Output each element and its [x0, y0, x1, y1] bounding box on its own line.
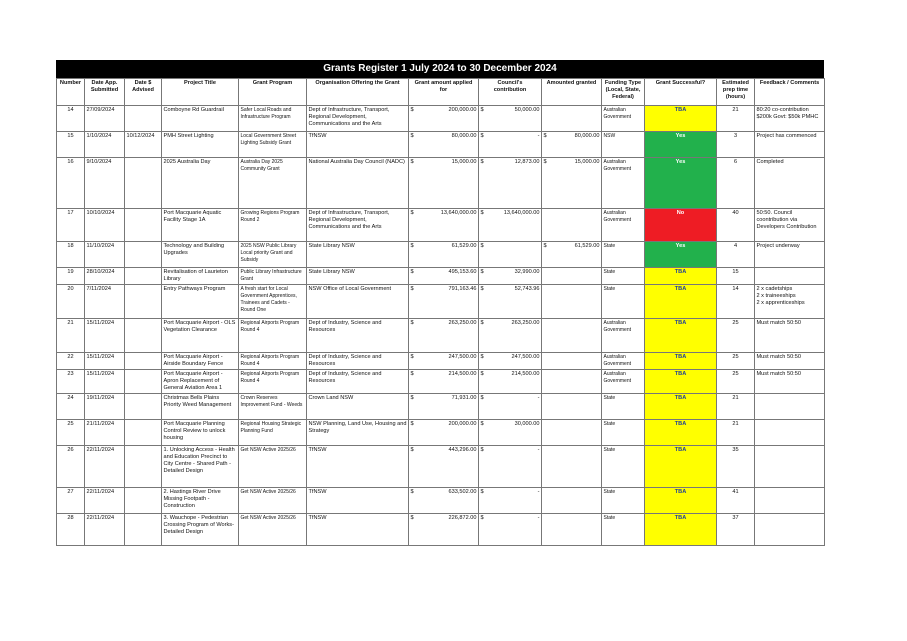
cell-date-submitted: 21/11/2024 [85, 420, 125, 446]
cell-council-contribution: $ 52,743.96 [479, 285, 542, 319]
table-row [57, 514, 825, 546]
cell-amount-granted [542, 394, 602, 420]
cell-organisation: Dept of Industry, Science and Resources [307, 370, 409, 394]
table-row [57, 268, 825, 285]
cell-organisation: National Australia Day Council (NADC) [307, 158, 409, 209]
cell-date-advised [125, 268, 162, 285]
cell-organisation: TfNSW [307, 514, 409, 546]
cell-organisation: NSW Planning, Land Use, Housing and Strategy [307, 420, 409, 446]
cell-feedback: Completed [755, 158, 825, 209]
cell-grant-program: Local Government Street Lighting Subsidy Grant [239, 132, 307, 158]
cell-funding-type: Australian Government [602, 319, 645, 353]
cell-funding-type: State [602, 242, 645, 268]
cell-date-advised [125, 353, 162, 370]
cell-amount-granted [542, 370, 602, 394]
cell-project-title: Comboyne Rd Guardrail [162, 106, 239, 132]
cell-project-title: PMH Street Lighting [162, 132, 239, 158]
cell-organisation: Crown Land NSW [307, 394, 409, 420]
cell-funding-type: State [602, 446, 645, 488]
cell-grant-successful: No [645, 209, 717, 242]
cell-amount-applied: $ 247,500.00 [409, 353, 479, 370]
cell-prep-time: 3 [717, 132, 755, 158]
cell-date-submitted: 9/10/2024 [85, 158, 125, 209]
cell-grant-program: Get NSW Active 2025/26 [239, 446, 307, 488]
cell-amount-granted [542, 446, 602, 488]
cell-grant-successful: TBA [645, 370, 717, 394]
cell-feedback: 80:20 co-contribution $200k Govt: $50k PMHC [755, 106, 825, 132]
cell-organisation: Dept of Infrastructure, Transport, Regional Development, Communications and the Arts [307, 209, 409, 242]
cell-grant-successful: TBA [645, 514, 717, 546]
cell-grant-successful: TBA [645, 488, 717, 514]
cell-grant-program: Get NSW Active 2025/26 [239, 488, 307, 514]
cell-date-advised: 10/12/2024 [125, 132, 162, 158]
cell-prep-time: 6 [717, 158, 755, 209]
grants-table [56, 78, 825, 546]
cell-grant-successful: TBA [645, 394, 717, 420]
cell-feedback [755, 514, 825, 546]
cell-grant-program: Regional Airports Program Round 4 [239, 353, 307, 370]
cell-grant-successful: Yes [645, 158, 717, 209]
cell-grant-program: Australia Day 2025 Community Grant [239, 158, 307, 209]
header-project-title: Project Title [162, 79, 239, 106]
cell-grant-successful: TBA [645, 353, 717, 370]
cell-grant-program: Public Library Infrastructure Grant [239, 268, 307, 285]
cell-feedback [755, 488, 825, 514]
cell-feedback [755, 420, 825, 446]
cell-amount-granted [542, 319, 602, 353]
header-grant-program: Grant Program [239, 79, 307, 106]
cell-project-title: Entry Pathways Program [162, 285, 239, 319]
cell-date-submitted: 27/09/2024 [85, 106, 125, 132]
cell-date-submitted: 15/11/2024 [85, 319, 125, 353]
cell-project-title: Port Macquarie Aquatic Facility Stage 1A [162, 209, 239, 242]
cell-project-title: Port Macquarie Airport - OLS Vegetation Clearance [162, 319, 239, 353]
cell-amount-applied: $ 443,296.00 [409, 446, 479, 488]
cell-grant-successful: TBA [645, 106, 717, 132]
table-row [57, 158, 825, 209]
grants-register-sheet [56, 60, 824, 546]
cell-project-title: Port Macquarie Airport - Apron Replacement of General Aviation Area 1 [162, 370, 239, 394]
cell-grant-successful: TBA [645, 285, 717, 319]
cell-grant-program: Growing Regions Program Round 2 [239, 209, 307, 242]
cell-amount-granted: $ 61,529.00 [542, 242, 602, 268]
header-amount-applied: Grant amount applied for [409, 79, 479, 106]
cell-council-contribution: $ 32,990.00 [479, 268, 542, 285]
cell-amount-applied: $ 226,872.00 [409, 514, 479, 546]
header-date-advised: Date $ Advised [125, 79, 162, 106]
cell-council-contribution: $ - [479, 446, 542, 488]
cell-project-title: 1. Unlocking Access - Health and Education Precinct to City Centre - Shared Path - Detailed Design [162, 446, 239, 488]
cell-project-title: Technology and Building Upgrades [162, 242, 239, 268]
table-row [57, 394, 825, 420]
header-amount-granted: Amounted granted [542, 79, 602, 106]
cell-date-submitted: 19/11/2024 [85, 394, 125, 420]
cell-grant-successful: Yes [645, 132, 717, 158]
cell-council-contribution: $ 12,873.00 [479, 158, 542, 209]
cell-amount-granted: $ 80,000.00 [542, 132, 602, 158]
cell-grant-successful: TBA [645, 319, 717, 353]
cell-council-contribution: $ 50,000.00 [479, 106, 542, 132]
cell-project-title: 3. Wauchope - Pedestrian Crossing Program of Works- Detailed Design [162, 514, 239, 546]
cell-grant-program: Regional Housing Strategic Planning Fund [239, 420, 307, 446]
cell-date-submitted: 15/11/2024 [85, 353, 125, 370]
cell-prep-time: 15 [717, 268, 755, 285]
cell-grant-successful: TBA [645, 446, 717, 488]
cell-grant-program: Regional Airports Program Round 4 [239, 319, 307, 353]
cell-number: 16 [57, 158, 85, 209]
table-row [57, 446, 825, 488]
cell-number: 17 [57, 209, 85, 242]
cell-grant-program: Safer Local Roads and Infrastructure Program [239, 106, 307, 132]
cell-number: 27 [57, 488, 85, 514]
cell-date-submitted: 10/10/2024 [85, 209, 125, 242]
cell-council-contribution: $ 13,640,000.00 [479, 209, 542, 242]
cell-organisation: Dept of Industry, Science and Resources [307, 319, 409, 353]
cell-date-advised [125, 209, 162, 242]
cell-project-title: Christmas Bells Plains Priority Weed Management [162, 394, 239, 420]
header-date-submitted: Date App. Submitted [85, 79, 125, 106]
cell-amount-applied: $ 13,640,000.00 [409, 209, 479, 242]
cell-funding-type: Australian Government [602, 370, 645, 394]
cell-council-contribution: $ - [479, 488, 542, 514]
cell-prep-time: 25 [717, 370, 755, 394]
cell-funding-type: State [602, 285, 645, 319]
cell-number: 22 [57, 353, 85, 370]
cell-amount-granted [542, 488, 602, 514]
cell-amount-applied: $ 200,000.00 [409, 106, 479, 132]
cell-prep-time: 40 [717, 209, 755, 242]
header-feedback: Feedback / Comments [755, 79, 825, 106]
cell-amount-granted [542, 353, 602, 370]
cell-prep-time: 14 [717, 285, 755, 319]
cell-date-submitted: 11/10/2024 [85, 242, 125, 268]
cell-number: 18 [57, 242, 85, 268]
cell-amount-applied: $ 214,500.00 [409, 370, 479, 394]
table-row [57, 370, 825, 394]
cell-date-advised [125, 446, 162, 488]
table-row [57, 106, 825, 132]
cell-council-contribution: $ 214,500.00 [479, 370, 542, 394]
cell-amount-applied: $ 495,153.60 [409, 268, 479, 285]
cell-date-advised [125, 394, 162, 420]
header-funding-type: Funding Type (Local, State, Federal) [602, 79, 645, 106]
cell-grant-program: Crown Reserves Improvement Fund - Weeds [239, 394, 307, 420]
cell-amount-applied: $ 61,529.00 [409, 242, 479, 268]
cell-amount-applied: $ 633,502.00 [409, 488, 479, 514]
cell-feedback [755, 268, 825, 285]
table-row [57, 285, 825, 319]
cell-amount-applied: $ 80,000.00 [409, 132, 479, 158]
cell-project-title: 2. Hastings River Drive Missing Footpath - Construction [162, 488, 239, 514]
cell-organisation: TfNSW [307, 488, 409, 514]
cell-funding-type: NSW [602, 132, 645, 158]
header-number: Number [57, 79, 85, 106]
cell-date-submitted: 1/10/2024 [85, 132, 125, 158]
table-row [57, 420, 825, 446]
cell-amount-applied: $ 71,931.00 [409, 394, 479, 420]
cell-funding-type: Australian Government [602, 209, 645, 242]
cell-prep-time: 21 [717, 394, 755, 420]
cell-number: 26 [57, 446, 85, 488]
cell-prep-time: 21 [717, 106, 755, 132]
header-row [57, 79, 825, 106]
cell-grant-successful: TBA [645, 268, 717, 285]
cell-number: 20 [57, 285, 85, 319]
table-row [57, 209, 825, 242]
cell-funding-type: State [602, 268, 645, 285]
cell-project-title: Port Macquarie Airport - Airside Boundary Fence [162, 353, 239, 370]
cell-council-contribution: $ 263,250.00 [479, 319, 542, 353]
cell-funding-type: Australian Government [602, 158, 645, 209]
cell-amount-applied: $ 15,000.00 [409, 158, 479, 209]
cell-grant-program: A fresh start for Local Government Apprentices, Trainees and Cadets - Round One [239, 285, 307, 319]
cell-date-advised [125, 514, 162, 546]
cell-number: 21 [57, 319, 85, 353]
cell-organisation: Dept of Industry, Science and Resources [307, 353, 409, 370]
cell-council-contribution: $ - [479, 394, 542, 420]
cell-funding-type: State [602, 420, 645, 446]
cell-date-submitted: 7/11/2024 [85, 285, 125, 319]
cell-date-submitted: 22/11/2024 [85, 514, 125, 546]
table-row [57, 353, 825, 370]
cell-council-contribution: $ [479, 242, 542, 268]
cell-grant-successful: TBA [645, 420, 717, 446]
table-row [57, 488, 825, 514]
cell-project-title: Port Macquarie Planning Control Review to unlock housing [162, 420, 239, 446]
cell-amount-granted [542, 106, 602, 132]
cell-funding-type: State [602, 488, 645, 514]
cell-organisation: TfNSW [307, 132, 409, 158]
cell-council-contribution: $ 247,500.00 [479, 353, 542, 370]
cell-funding-type: Australian Government [602, 353, 645, 370]
cell-prep-time: 41 [717, 488, 755, 514]
cell-number: 15 [57, 132, 85, 158]
table-row [57, 319, 825, 353]
cell-feedback [755, 394, 825, 420]
cell-date-advised [125, 319, 162, 353]
cell-feedback: Must match 50:50 [755, 353, 825, 370]
header-grant-successful: Grant Successful? [645, 79, 717, 106]
cell-project-title: 2025 Australia Day [162, 158, 239, 209]
cell-organisation: Dept of Infrastructure, Transport, Regional Development, Communications and the Arts [307, 106, 409, 132]
cell-organisation: NSW Office of Local Government [307, 285, 409, 319]
cell-council-contribution: $ 30,000.00 [479, 420, 542, 446]
cell-amount-applied: $ 263,250.00 [409, 319, 479, 353]
cell-council-contribution: $ - [479, 132, 542, 158]
cell-date-advised [125, 488, 162, 514]
cell-amount-granted: $ 15,000.00 [542, 158, 602, 209]
cell-funding-type: State [602, 514, 645, 546]
cell-grant-successful: Yes [645, 242, 717, 268]
cell-feedback [755, 446, 825, 488]
register-title: Grants Register 1 July 2024 to 30 December 2024 [56, 60, 824, 78]
cell-number: 23 [57, 370, 85, 394]
cell-amount-granted [542, 268, 602, 285]
cell-number: 24 [57, 394, 85, 420]
cell-number: 28 [57, 514, 85, 546]
cell-grant-program: Get NSW Active 2025/26 [239, 514, 307, 546]
table-row [57, 132, 825, 158]
cell-number: 19 [57, 268, 85, 285]
cell-feedback: Project has commenced [755, 132, 825, 158]
cell-date-advised [125, 158, 162, 209]
cell-prep-time: 21 [717, 420, 755, 446]
cell-amount-granted [542, 285, 602, 319]
cell-date-advised [125, 285, 162, 319]
cell-prep-time: 35 [717, 446, 755, 488]
cell-date-submitted: 22/11/2024 [85, 488, 125, 514]
cell-project-title: Revitalisation of Laurieton Library [162, 268, 239, 285]
cell-date-submitted: 15/11/2024 [85, 370, 125, 394]
cell-prep-time: 25 [717, 319, 755, 353]
cell-number: 14 [57, 106, 85, 132]
cell-date-advised [125, 106, 162, 132]
cell-funding-type: State [602, 394, 645, 420]
cell-date-advised [125, 370, 162, 394]
cell-amount-granted [542, 420, 602, 446]
cell-feedback: Project underway [755, 242, 825, 268]
cell-organisation: State Library NSW [307, 268, 409, 285]
cell-number: 25 [57, 420, 85, 446]
cell-funding-type: Australian Government [602, 106, 645, 132]
cell-grant-program: Regional Airports Program Round 4 [239, 370, 307, 394]
cell-amount-granted [542, 514, 602, 546]
table-row [57, 242, 825, 268]
cell-feedback: 50:50. Council coontribution via Developers Contribution [755, 209, 825, 242]
cell-organisation: TfNSW [307, 446, 409, 488]
header-prep-time: Estimated prep time (hours) [717, 79, 755, 106]
cell-feedback: 2 x cadetships 2 x traineeships 2 x apprenticeships [755, 285, 825, 319]
cell-amount-granted [542, 209, 602, 242]
cell-date-advised [125, 420, 162, 446]
cell-prep-time: 37 [717, 514, 755, 546]
cell-grant-program: 2025 NSW Public Library Local priority Grant and Subsidy [239, 242, 307, 268]
cell-council-contribution: $ - [479, 514, 542, 546]
header-council-contribution: Council's contribution [479, 79, 542, 106]
header-organisation: Organisation Offering the Grant [307, 79, 409, 106]
cell-prep-time: 25 [717, 353, 755, 370]
cell-amount-applied: $ 791,163.46 [409, 285, 479, 319]
cell-organisation: State Library NSW [307, 242, 409, 268]
cell-feedback: Must match 50:50 [755, 319, 825, 353]
cell-amount-applied: $ 200,000.00 [409, 420, 479, 446]
cell-feedback: Must match 50:50 [755, 370, 825, 394]
cell-prep-time: 4 [717, 242, 755, 268]
cell-date-advised [125, 242, 162, 268]
cell-date-submitted: 28/10/2024 [85, 268, 125, 285]
cell-date-submitted: 22/11/2024 [85, 446, 125, 488]
